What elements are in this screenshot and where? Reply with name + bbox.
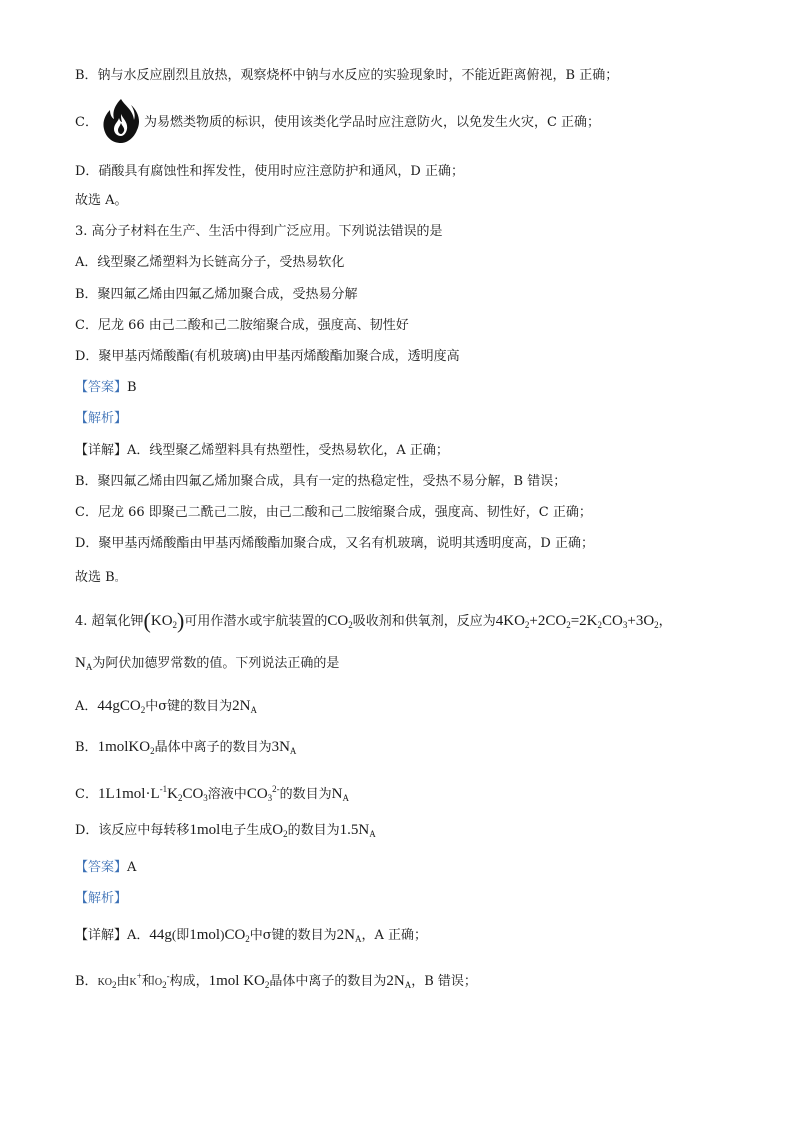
conclusion-q2: 故选 A。 (75, 193, 128, 208)
q4-option-a: A．44gCO$_2$中σ键的数目为$2N_A$ (75, 698, 257, 715)
q4-detail-b: B．$KO_2$由K+和$O_2^-$构成，1mol $KO_2$晶体中离子的数目为$2N_A$，B 错误； (75, 971, 477, 990)
option-b-explanation: B．钠与水反应剧烈且放热，观察烧杯中钠与水反应的实验现象时，不能近距离俯视，B 正确； (75, 68, 619, 83)
q3-conclusion: 故选 B。 (75, 570, 125, 585)
q4-option-b: B．1molKO$_2$晶体中离子的数目为$3N_A$ (75, 739, 297, 756)
q3-option-d: D．聚甲基丙烯酸酯(有机玻璃)由甲基丙烯酸酯加聚合成，透明度高 (75, 349, 460, 364)
q4-detail-a: 【详解】A．44g(即$1mol)CO_2$中σ键的数目为$2N_A$，A 正确； (75, 927, 428, 944)
option-c-explanation: C． 为易燃类物质的标识，使用该类化学品时应注意防火，以免发生火灾，C 正确； (75, 115, 601, 130)
q3-option-c: C．尼龙 66 由己二酸和己二胺缩聚合成，强度高、韧性好 (75, 318, 409, 333)
q4-option-d: D．该反应中每转移1mol电子生成$O_2$的数目为$1.5N_A$ (75, 822, 376, 839)
q4-answer: 【答案】A (75, 860, 137, 875)
q3-analysis-label: 【解析】 (75, 411, 128, 426)
q3-stem: 3. 高分子材料在生产、生活中得到广泛应用。下列说法错误的是 (75, 224, 443, 239)
q3-answer: 【答案】B (75, 380, 137, 395)
q3-detail-c: C．尼龙 66 即聚己二酰己二胺，由己二酸和己二胺缩聚合成，强度高、韧性好，C 正确； (75, 505, 592, 520)
q3-option-b: B．聚四氟乙烯由四氟乙烯加聚合成，受热易分解 (75, 287, 358, 302)
q4-option-c: C．$1L1mol\cdot L^{-1}K_2CO_3$溶液中$CO_3^{2-}$的数目为$N_A$ (75, 784, 350, 803)
q4-analysis-label: 【解析】 (75, 891, 128, 906)
q3-detail-a: 【详解】A．线型聚乙烯塑料具有热塑性，受热易软化，A 正确； (75, 443, 449, 458)
q4-stem: 4. 超氧化钾$(KO_2)$可用作潜水或宇航装置的$CO_2$吸收剂和供氧剂，反应为$4KO_2+2CO_2=2K_2CO_3+3O_2$， (75, 608, 672, 633)
option-d-explanation: D．硝酸具有腐蚀性和挥发性，使用时应注意防护和通风，D 正确； (75, 164, 464, 179)
q3-detail-b: B．聚四氟乙烯由四氟乙烯加聚合成，具有一定的热稳定性，受热不易分解，B 错误； (75, 474, 567, 489)
flammable-hazard-icon (100, 98, 142, 144)
q3-detail-d: D．聚甲基丙烯酸酯由甲基丙烯酸酯加聚合成，又名有机玻璃，说明其透明度高，D 正确； (75, 536, 594, 551)
q4-na-definition: $N_A$为阿伏加德罗常数的值。下列说法正确的是 (75, 655, 340, 672)
q3-option-a: A．线型聚乙烯塑料为长链高分子，受热易软化 (75, 255, 345, 270)
